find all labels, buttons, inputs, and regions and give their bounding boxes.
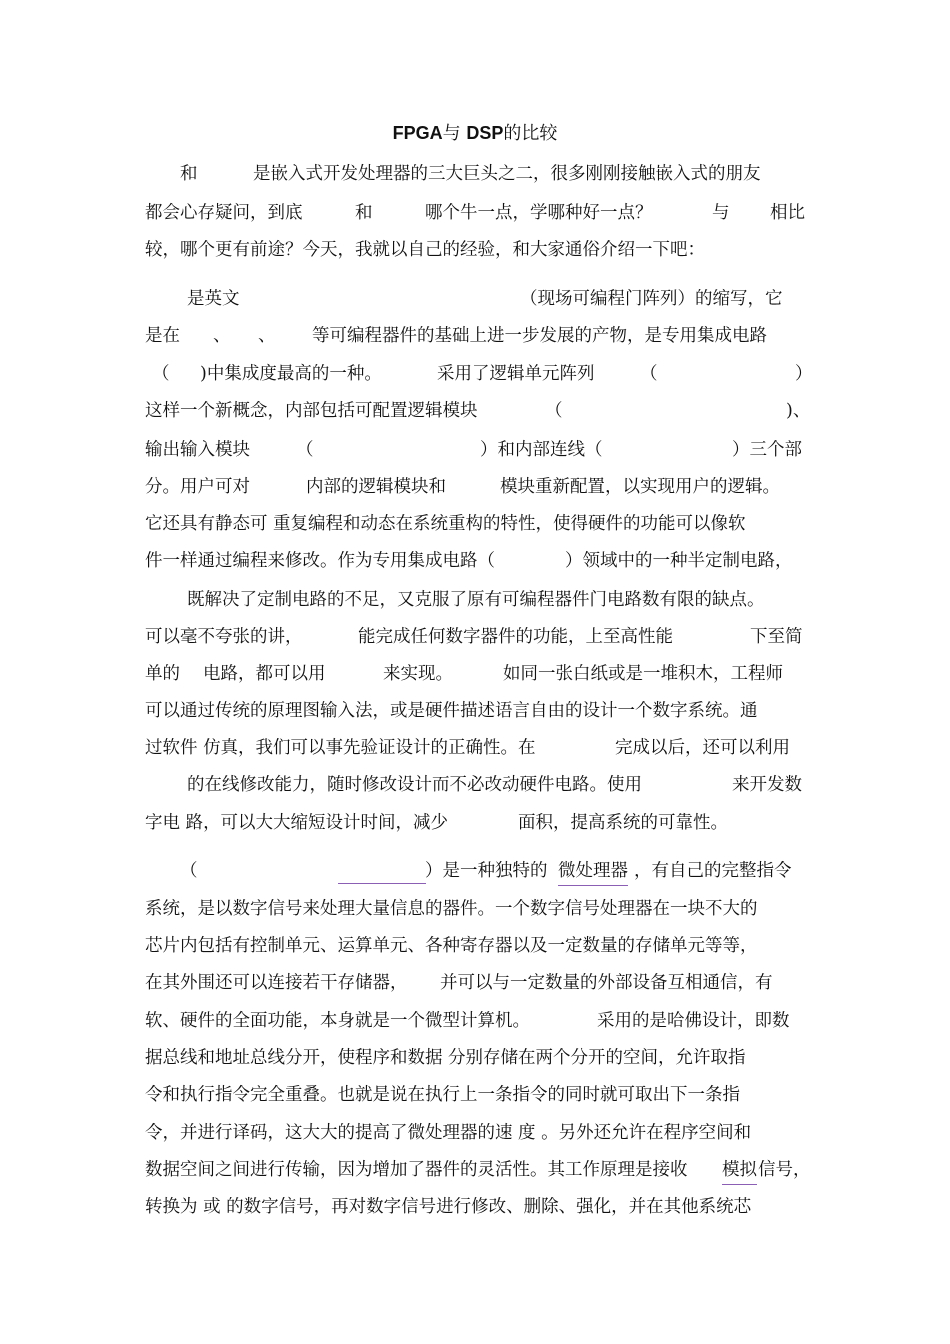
text-line: 分。用户可对 内部的逻辑模块和 模块重新配置，以实现用户的逻辑。 xyxy=(145,477,780,497)
link-microprocessor[interactable]: 微处理器 xyxy=(558,858,628,886)
text-line: 芯片内包括有控制单元、运算单元、各种寄存器以及一定数量的存储单元等等， xyxy=(145,936,758,956)
text-line: 可以毫不夸张的讲， 能完成任何数字器件的功能，上至高性能 下至简 xyxy=(145,627,803,647)
text-line: 过软件 仿真，我们可以事先验证设计的正确性。在 完成以后，还可以利用 xyxy=(145,738,790,758)
text-line: 它还具有静态可 重复编程和动态在系统重构的特性，使得硬件的功能可以像软 xyxy=(145,514,746,534)
text-line: （ )中集成度最高的一种。 采用了逻辑单元阵列 （ ） xyxy=(152,364,813,384)
document-title: FPGA与 DSP的比较 xyxy=(392,123,558,144)
link-analog[interactable]: 模拟 xyxy=(722,1157,757,1185)
text-line: （ ）是一种独特的 微处理器 ，有自己的完整指令 xyxy=(0,858,950,884)
text-line: 令和执行指令完全重叠。也就是说在执行上一条指令的同时就可取出下一条指 xyxy=(145,1085,740,1105)
text-line: 转换为 或 的数字信号，再对数字信号进行修改、删除、强化，并在其他系统芯 xyxy=(145,1197,752,1217)
text-line: 件一样通过编程来修改。作为专用集成电路（ ）领域中的一种半定制电路， xyxy=(145,551,793,571)
text-line: 系统，是以数字信号来处理大量信息的器件。一个数字信号处理器在一块不大的 xyxy=(145,899,758,919)
text-line: 的在线修改能力，随时修改设计而不必改动硬件电路。使用 来开发数 xyxy=(187,775,802,795)
text-line: 字电 路，可以大大缩短设计时间，减少 面积，提高系统的可靠性。 xyxy=(145,813,728,833)
text-line: 令，并进行译码，这大大的提高了微处理器的速 度 。另外还允许在程序空间和 xyxy=(145,1123,752,1143)
text-line: 既解决了定制电路的不足，又克服了原有可编程器件门电路数有限的缺点。 xyxy=(187,590,765,610)
text-line: 这样一个新概念，内部包括可配置逻辑模块 （ )、 xyxy=(145,401,811,421)
link-underline xyxy=(338,883,426,884)
text-line: 都会心存疑问，到底 和 哪个牛一点，学哪种好一点？ 与 相比 xyxy=(145,203,805,223)
text-line: 单的 电路，都可以用 来实现。 如同一张白纸或是一堆积木，工程师 xyxy=(145,664,783,684)
text-line: 数据空间之间进行传输，因为增加了器件的灵活性。其工作原理是接收 模拟 信号， xyxy=(0,1157,950,1183)
text-line: 可以通过传统的原理图输入法，或是硬件描述语言自由的设计一个数字系统。通 xyxy=(145,701,758,721)
text-line: 是在 、 、 等可编程器件的基础上进一步发展的产物，是专用集成电路 xyxy=(145,326,767,346)
text-line: 据总线和地址总线分开，使程序和数据 分别存储在两个分开的空间，允许取指 xyxy=(145,1048,746,1068)
text-line: 是英文 （现场可编程门阵列）的缩写，它 xyxy=(187,289,783,309)
text-line: 软、硬件的全面功能，本身就是一个微型计算机。 采用的是哈佛设计，即数 xyxy=(145,1011,790,1031)
text-line: 和 是嵌入式开发处理器的三大巨头之二，很多刚刚接触嵌入式的朋友 xyxy=(180,164,761,184)
text-line: 较，哪个更有前途？今天，我就以自己的经验，和大家通俗介绍一下吧： xyxy=(145,240,705,260)
text-line: 在其外围还可以连接若干存储器， 并可以与一定数量的外部设备互相通信，有 xyxy=(145,973,773,993)
text-line: 输出输入模块 （ ）和内部连线（ ）三个部 xyxy=(145,440,802,460)
